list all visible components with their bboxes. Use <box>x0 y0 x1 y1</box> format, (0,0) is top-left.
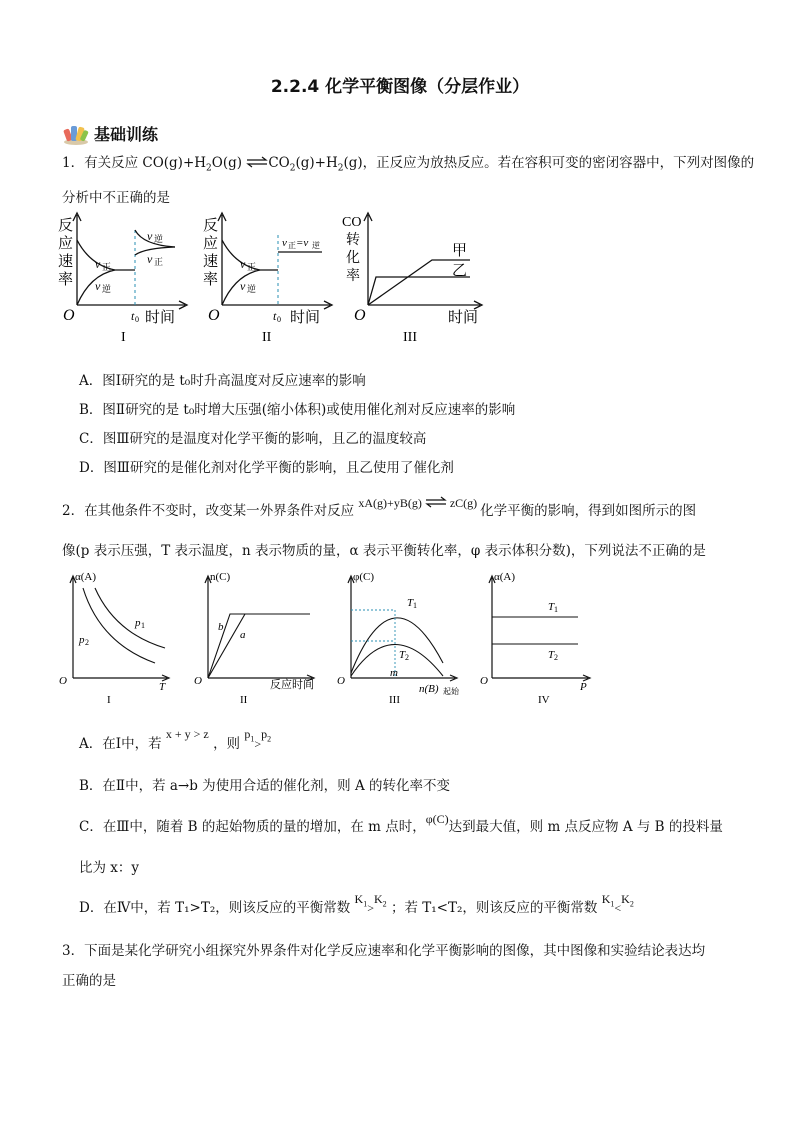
svg-text:应: 应 <box>203 236 219 252</box>
svg-text:时间: 时间 <box>145 310 176 326</box>
svg-text:n(B): n(B) <box>419 683 439 695</box>
q3-stem-line1: 3．下面是某化学研究小组探究外界条件对化学反应速率和化学平衡影响的图像，其中图像和实验结论表达均 <box>62 943 706 959</box>
svg-text:率: 率 <box>346 269 360 284</box>
svg-text:0: 0 <box>135 315 139 324</box>
svg-text:1: 1 <box>413 601 417 610</box>
q2-equation: xA(g)+yB(g) zC(g) <box>358 496 480 510</box>
q2-option-d: D．在Ⅳ中，若 T₁>T₂，则该反应的平衡常数 $K_1>K_2$ ；若 T₁<T₂，则该反应的平衡常数 $K_1<K_2$ <box>79 892 634 916</box>
svg-text:T: T <box>548 649 555 661</box>
svg-text:2: 2 <box>85 638 89 647</box>
books-icon <box>62 123 90 145</box>
svg-text:正: 正 <box>154 257 164 267</box>
q1-option-c: C．图Ⅲ研究的是温度对化学平衡的影响，且乙的温度较高 <box>79 431 427 447</box>
svg-text:v: v <box>95 257 101 271</box>
q2-option-c: C．在Ⅲ中，随着 B 的起始物质的量的增加，在 m 点时，φ(C)达到最大值，则 m 点反应物 A 与 B 的投料量 <box>79 812 723 835</box>
fig1-ylabel <box>58 217 73 288</box>
svg-text:II: II <box>240 694 248 706</box>
svg-text:正: 正 <box>102 262 112 272</box>
q3-stem-line2: 正确的是 <box>62 973 116 989</box>
svg-text:O: O <box>59 675 67 687</box>
svg-text:正: 正 <box>288 241 296 250</box>
svg-text:O: O <box>480 675 488 687</box>
svg-text:v: v <box>147 252 153 266</box>
svg-text:v: v <box>240 279 246 293</box>
svg-text:速: 速 <box>58 254 74 270</box>
svg-text:O: O <box>208 307 220 324</box>
svg-text:反: 反 <box>203 218 219 234</box>
svg-text:φ(C): φ(C) <box>353 571 375 583</box>
svg-text:P: P <box>580 681 587 693</box>
svg-text:时间: 时间 <box>290 310 321 326</box>
svg-text:a: a <box>240 629 246 641</box>
svg-text:n(C): n(C) <box>210 571 231 583</box>
svg-text:乙: 乙 <box>452 263 468 279</box>
svg-text:速: 速 <box>203 254 219 270</box>
svg-text:应: 应 <box>58 236 74 252</box>
svg-text:v: v <box>282 237 287 249</box>
svg-text:t: t <box>273 309 277 323</box>
q1-stem-line2: 分析中不正确的是 <box>62 190 170 206</box>
section-header <box>62 122 158 145</box>
q1-figure-3 <box>340 210 490 345</box>
svg-text:v: v <box>240 257 246 271</box>
q1-figure-1 <box>55 210 195 345</box>
svg-text:率: 率 <box>203 272 219 288</box>
svg-text:III: III <box>403 330 417 345</box>
section-label: 基础训练 <box>94 125 159 144</box>
q2-figure-4 <box>478 568 603 708</box>
q2-option-c-line2: 比为 x：y <box>79 860 140 876</box>
svg-text:O: O <box>63 307 75 324</box>
q2-option-a: A．在Ⅰ中，若 x + y > z ，则 $p_1>p_2$ <box>79 727 272 752</box>
q2-figure-2 <box>190 568 325 708</box>
svg-text:II: II <box>262 330 272 345</box>
svg-text:III: III <box>389 694 400 706</box>
svg-text:率: 率 <box>58 272 74 288</box>
svg-text:甲: 甲 <box>452 243 468 259</box>
q2-figure-1 <box>55 568 180 708</box>
svg-text:正: 正 <box>247 262 257 272</box>
svg-text:2: 2 <box>554 653 558 662</box>
svg-text:反应时间: 反应时间 <box>270 679 314 691</box>
svg-text:α(A): α(A) <box>494 571 516 583</box>
svg-text:m: m <box>390 667 398 679</box>
svg-text:0: 0 <box>277 315 281 324</box>
svg-text:T: T <box>399 649 406 661</box>
q1-figure-2 <box>200 210 340 345</box>
svg-text:T: T <box>548 601 555 613</box>
svg-text:O: O <box>194 675 202 687</box>
svg-text:起始: 起始 <box>443 687 459 696</box>
svg-text:CO: CO <box>342 215 362 230</box>
svg-text:2: 2 <box>405 653 409 662</box>
svg-text:反: 反 <box>58 218 74 234</box>
q2-figure-3 <box>333 568 468 708</box>
svg-text:v: v <box>95 279 101 293</box>
svg-text:时间: 时间 <box>448 310 479 326</box>
svg-text:逆: 逆 <box>312 241 320 250</box>
svg-text:O: O <box>337 675 345 687</box>
q1-option-b: B．图Ⅱ研究的是 t₀时增大压强(缩小体积)或使用催化剂对反应速率的影响 <box>79 402 516 418</box>
svg-text:=v: =v <box>296 237 309 249</box>
reversible-arrow-icon <box>246 154 268 174</box>
svg-text:p: p <box>79 634 85 646</box>
svg-text:O: O <box>354 307 366 324</box>
svg-text:逆: 逆 <box>102 284 112 294</box>
reversible-arrow-icon <box>425 494 447 514</box>
svg-text:v: v <box>147 229 153 243</box>
svg-text:I: I <box>107 694 111 706</box>
q2-option-b: B．在Ⅱ中，若 a→b 为使用合适的催化剂，则 A 的转化率不变 <box>79 778 451 794</box>
svg-text:t: t <box>131 309 135 323</box>
svg-text:I: I <box>121 330 126 345</box>
svg-text:1: 1 <box>141 621 145 630</box>
svg-text:逆: 逆 <box>247 284 257 294</box>
svg-text:逆: 逆 <box>154 234 164 244</box>
svg-text:IV: IV <box>538 694 550 706</box>
svg-text:T: T <box>407 597 414 609</box>
svg-text:T: T <box>159 681 166 693</box>
svg-text:1: 1 <box>554 605 558 614</box>
svg-text:p: p <box>135 617 141 629</box>
q1-option-d: D．图Ⅲ研究的是催化剂对化学平衡的影响，且乙使用了催化剂 <box>79 460 454 476</box>
svg-text:b: b <box>218 621 224 633</box>
q2-stem-line2: 像(p 表示压强，T 表示温度，n 表示物质的量，α 表示平衡转化率，φ 表示体积分数)，下列说法不正确的是 <box>62 543 706 559</box>
q1-stem-line1: 1．有关反应 $CO(g)+H_2O(g)$ $CO_2(g)+H_2(g)$，正反应为放热反应。若在容积可变的密闭容器中，下列对图像的 <box>62 155 755 174</box>
svg-text:化: 化 <box>346 251 360 266</box>
svg-text:转: 转 <box>346 233 360 248</box>
page-title: 2.2.4 化学平衡图像（分层作业） <box>270 77 530 97</box>
svg-text:α(A): α(A) <box>75 571 97 583</box>
q1-option-a: A．图Ⅰ研究的是 t₀时升高温度对反应速率的影响 <box>79 373 366 389</box>
q2-stem-line1: 2．在其他条件不变时，改变某一外界条件对反应 xA(g)+yB(g) zC(g) 化学平衡的影响，得到如图所示的图 <box>62 496 697 519</box>
